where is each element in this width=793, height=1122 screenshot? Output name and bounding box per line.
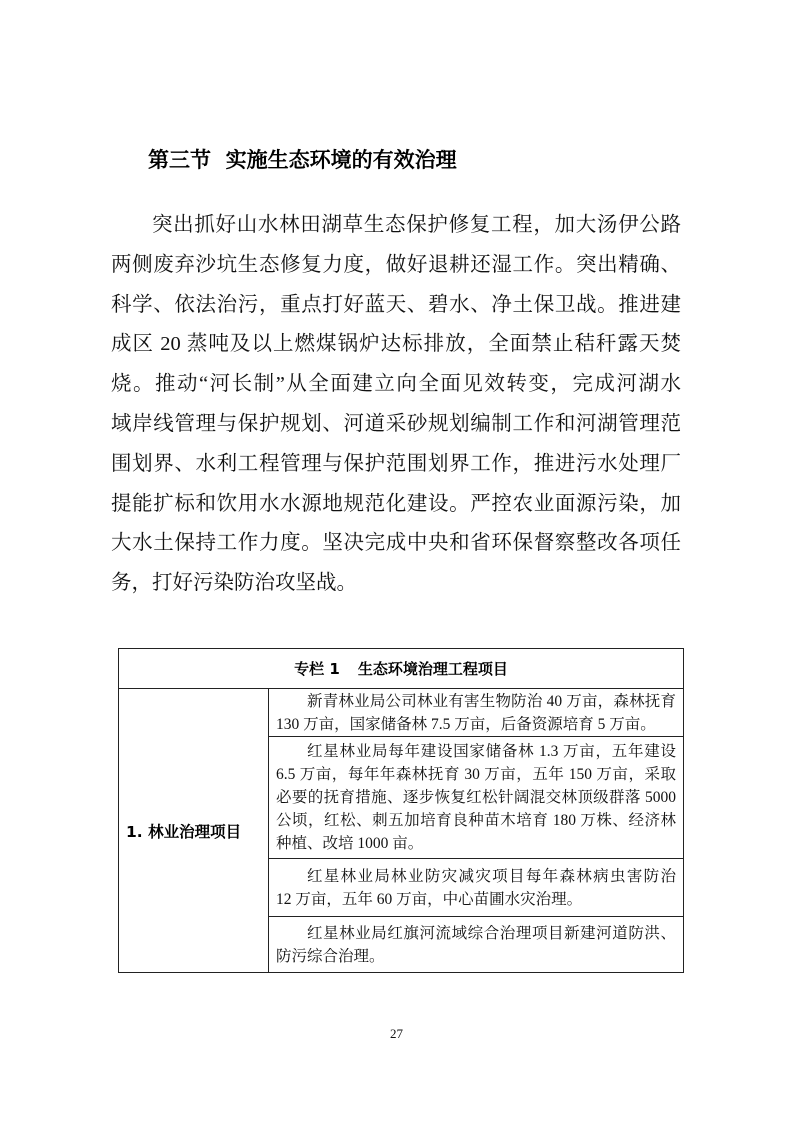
cell-line: 种植、改培 1000 亩。 [276,835,424,852]
table-row [119,689,684,737]
table-header-row [119,649,684,689]
cell-line: 红星林业局红旗河流域综合治理项目新建河道防洪、 [307,924,676,942]
paragraph-line: 烧。推动“河长制”从全面建立向全面见效转变，完成河湖水 [111,373,681,396]
category-cell: 1. 林业治理项目 [119,689,269,973]
table-header [119,649,684,689]
cell-line: 新青林业局公司林业有害生物防治 40 万亩，森林抚育 [307,692,676,710]
section-heading: 第三节 实施生态环境的有效治理 [148,148,457,172]
table-header-title: 生态环境治理工程项目 [357,660,508,678]
project-table [118,648,684,973]
page-number: 27 [390,1026,403,1041]
table-header-label: 专栏 1 [294,660,340,678]
paragraph-line: 域岸线管理与保护规划、河道采砂规划编制工作和河湖管理范 [111,412,681,435]
paragraph-line: 科学、依法治污，重点打好蓝天、碧水、净土保卫战。推进建 [111,293,681,316]
item-cell [269,689,684,737]
item-cell [269,737,684,859]
paragraph-line: 务，打好污染防治攻坚战。 [111,572,357,595]
cell-line: 红星林业局林业防灾减灾项目每年森林病虫害防治 [307,867,676,885]
cell-line: 防污综合治理。 [276,947,385,965]
paragraph-line: 提能扩标和饮用水水源地规范化建设。严控农业面源污染，加 [111,492,681,515]
cell-line: 红星林业局每年建设国家储备林 1.3 万亩，五年建设 [307,743,676,760]
cell-line: 12 万亩，五年 60 万亩，中心苗圃水灾治理。 [276,890,583,908]
paragraph-line: 成区 20 蒸吨及以上燃煤锅炉达标排放，全面禁止秸秆露天焚 [111,333,681,356]
cell-line: 130 万亩，国家储备林 7.5 万亩，后备资源培育 5 万亩。 [276,715,656,733]
cell-line: 必要的抚育措施、逐步恢复红松针阔混交林顶级群落 5000 [276,789,676,806]
paragraph-line: 大水土保持工作力度。坚决完成中央和省环保督察整改各项任 [111,532,681,555]
body-paragraph [111,206,681,604]
paragraph-line: 两侧废弃沙坑生态修复力度，做好退耕还湿工作。突出精确、 [111,253,681,276]
cell-line: 6.5 万亩，每年年森林抚育 30 万亩，五年 150 万亩，采取 [276,766,676,783]
paragraph-line: 围划界、水利工程管理与保护范围划界工作，推进污水处理厂 [111,452,681,475]
paragraph-line: 突出抓好山水林田湖草生态保护修复工程，加大汤伊公路 [152,214,681,236]
cell-line: 公顷，红松、刺五加培育良种苗木培育 180 万株、经济林 [276,812,676,829]
item-cell [269,917,684,973]
item-cell [269,859,684,917]
